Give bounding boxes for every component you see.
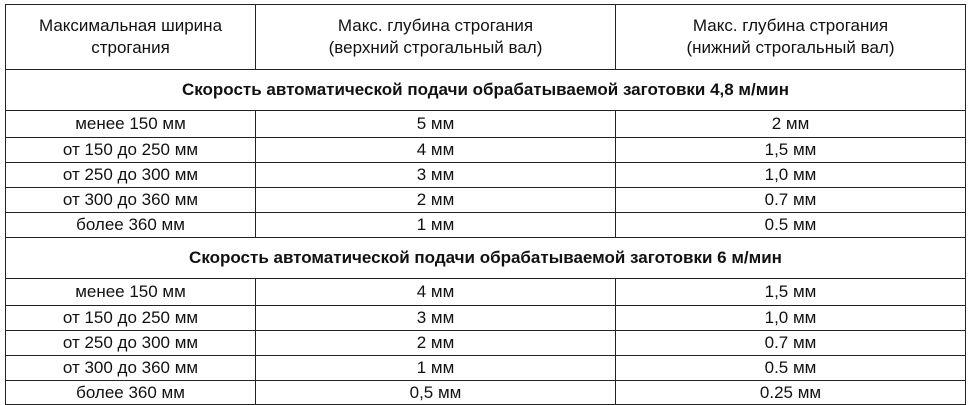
table-row — [6, 111, 966, 138]
cell-lower-depth: 1,0 мм — [616, 306, 966, 331]
header-max-width-line1: Максимальная ширина — [38, 16, 223, 35]
cell-width: более 360 мм — [6, 213, 256, 238]
cell-upper-depth: 4 мм — [256, 138, 616, 163]
cell-upper-depth: 4 мм — [256, 279, 616, 306]
header-max-width — [6, 5, 256, 70]
section-title: Скорость автоматической подачи обрабатываемой заготовки 6 м/мин — [6, 238, 966, 279]
cell-upper-depth: 1 мм — [256, 356, 616, 381]
cell-lower-depth: 1,5 мм — [616, 138, 966, 163]
planing-depth-table — [5, 4, 966, 405]
header-row — [6, 5, 966, 70]
cell-lower-depth: 0.7 мм — [616, 188, 966, 213]
table-row — [6, 306, 966, 331]
cell-width: от 250 до 300 мм — [6, 331, 256, 356]
cell-upper-depth: 1 мм — [256, 213, 616, 238]
header-lower-depth — [616, 5, 966, 70]
header-upper-depth — [256, 5, 616, 70]
cell-width: от 150 до 250 мм — [6, 306, 256, 331]
cell-width: от 300 до 360 мм — [6, 188, 256, 213]
table-row — [6, 163, 966, 188]
cell-width: от 250 до 300 мм — [6, 163, 256, 188]
cell-width: от 300 до 360 мм — [6, 356, 256, 381]
table-row — [6, 331, 966, 356]
header-upper-depth-line1: Макс. глубина строгания — [337, 16, 534, 35]
cell-upper-depth: 3 мм — [256, 163, 616, 188]
cell-upper-depth: 0,5 мм — [256, 381, 616, 405]
cell-lower-depth: 0.7 мм — [616, 331, 966, 356]
cell-width: от 150 до 250 мм — [6, 138, 256, 163]
header-upper-depth-line2: (верхний строгальный вал) — [328, 38, 543, 57]
table-row — [6, 279, 966, 306]
section-header-row — [6, 238, 966, 279]
cell-width: более 360 мм — [6, 381, 256, 405]
cell-lower-depth: 0.25 мм — [616, 381, 966, 405]
cell-lower-depth: 0.5 мм — [616, 356, 966, 381]
cell-width: менее 150 мм — [6, 279, 256, 306]
table-row — [6, 188, 966, 213]
header-max-width-line2: строгания — [91, 38, 170, 57]
cell-upper-depth: 2 мм — [256, 331, 616, 356]
table-row — [6, 213, 966, 238]
table-row — [6, 138, 966, 163]
section-header-row — [6, 70, 966, 111]
cell-upper-depth: 5 мм — [256, 111, 616, 138]
cell-upper-depth: 2 мм — [256, 188, 616, 213]
cell-lower-depth: 1,5 мм — [616, 279, 966, 306]
cell-width: менее 150 мм — [6, 111, 256, 138]
table-row — [6, 356, 966, 381]
section-title: Скорость автоматической подачи обрабатываемой заготовки 4,8 м/мин — [6, 70, 966, 111]
cell-upper-depth: 3 мм — [256, 306, 616, 331]
cell-lower-depth: 1,0 мм — [616, 163, 966, 188]
cell-lower-depth: 0.5 мм — [616, 213, 966, 238]
cell-lower-depth: 2 мм — [616, 111, 966, 138]
header-lower-depth-line2: (нижний строгальный вал) — [686, 38, 895, 57]
table-row — [6, 381, 966, 405]
header-lower-depth-line1: Макс. глубина строгания — [692, 16, 889, 35]
